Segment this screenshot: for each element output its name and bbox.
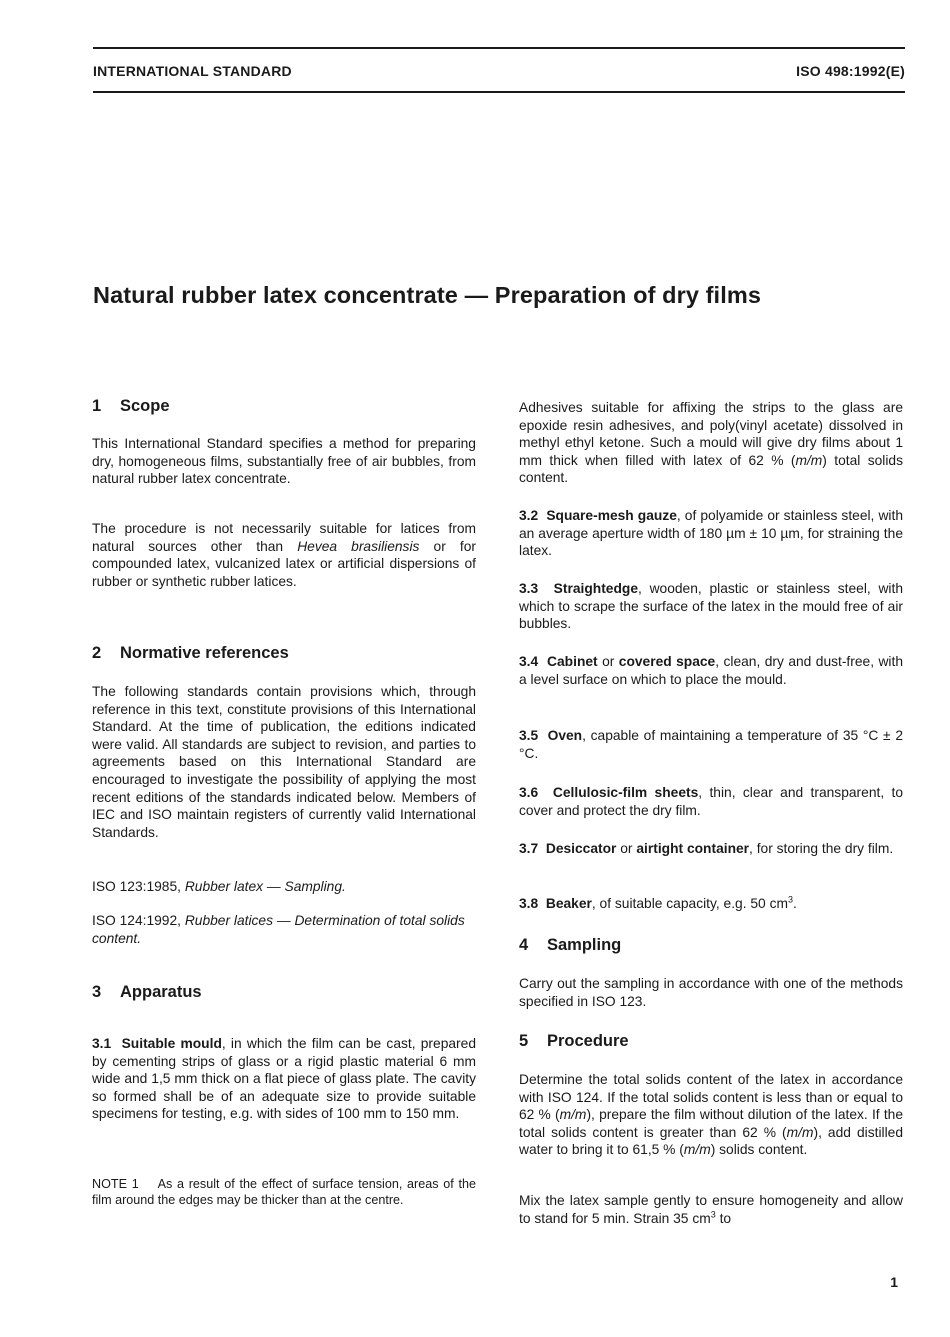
clause-number: 3.1 [92, 1036, 112, 1051]
reference-iso-123 [92, 878, 476, 896]
superscript: 3 [710, 1209, 716, 1219]
section-title: Scope [120, 397, 170, 415]
section-heading-apparatus [92, 984, 476, 1002]
section-heading-sampling [519, 937, 903, 955]
scope-paragraph-2 [92, 520, 476, 590]
reference-title: Rubber latices — Determination of total solids content. [92, 913, 465, 946]
clause-text: , of polyamide or stainless steel, with an average aperture width of 180 µm ± 10 µm, for straining the latex. [519, 508, 903, 559]
reference-title: Rubber latex — Sampling. [184, 879, 346, 894]
clause-3-3 [519, 580, 903, 633]
unit-italic: m/m [559, 1107, 587, 1123]
clause-term: airtight container [636, 841, 750, 856]
clause-number: 3.8 [519, 896, 539, 911]
section-number: 4 [519, 936, 529, 954]
section-heading-procedure [519, 1033, 903, 1051]
note-label: NOTE 1 [92, 1177, 139, 1191]
clause-term: Desiccator [545, 841, 617, 856]
section-title: Procedure [547, 1032, 629, 1050]
text-span: or [616, 841, 637, 856]
reference-iso-124 [92, 912, 476, 947]
text-span: ), add distilled water to bring it to 61,5 % ( [519, 1124, 903, 1158]
superscript: 3 [787, 894, 793, 905]
clause-text: , clean, dry and dust-free, with a level surface on which to place the mould. [519, 654, 904, 687]
clause-3-5 [519, 727, 903, 762]
document-number: ISO 498:1992(E) [796, 63, 905, 79]
text-span: ) total solids content. [519, 452, 903, 486]
header-bottom-rule [93, 91, 905, 93]
note-text: As a result of the effect of surface tension, areas of the film around the edges may be thicker than at the centre. [92, 1177, 476, 1207]
clause-term: covered space [618, 654, 716, 669]
clause-3-8 [519, 895, 903, 913]
reference-code: ISO 123:1985, [92, 879, 185, 894]
clause-3-6 [519, 784, 903, 819]
section-heading-scope [92, 398, 476, 416]
clause-text: , thin, clear and transparent, to cover and protect the dry film. [519, 785, 904, 818]
clause-number: 3.5 [519, 728, 539, 743]
unit-italic: m/m [786, 1124, 814, 1140]
text-span: or for compounded latex, vulcanized latex or artificial dispersions of rubber or synthetic rubber latices. [92, 538, 476, 589]
unit-italic: m/m [683, 1142, 711, 1158]
unit-italic: m/m [795, 452, 823, 468]
clause-3-4 [519, 653, 903, 688]
procedure-paragraph-2 [519, 1192, 903, 1227]
text-span: ) solids content. [710, 1142, 808, 1158]
text-span: or [597, 654, 619, 669]
clause-number: 3.7 [519, 841, 539, 856]
section-title: Normative references [120, 644, 289, 662]
reference-code: ISO 124:1992, [92, 913, 185, 928]
clause-number: 3.2 [519, 508, 539, 523]
text-span: Mix the latex sample gently to ensure homogeneity and allow to stand for 5 min. Strain 35 cm [519, 1193, 903, 1226]
note-1 [92, 1176, 476, 1208]
text-span: Adhesives suitable for affixing the strips to the glass are epoxide resin adhesives, and poly(vinyl acetate) dissolved in methyl ethyl ketone. Such a mould will give dry films about 1 mm thick when filled with latex of 62 % ( [519, 400, 903, 468]
clause-number: 3.4 [519, 654, 539, 669]
species-name: Hevea brasiliensis [297, 538, 420, 554]
text-span: . [792, 896, 797, 911]
section-number: 5 [519, 1032, 529, 1050]
clause-term: Oven [547, 728, 583, 743]
clause-term: Cellulosic-film sheets [552, 785, 699, 800]
section-title: Apparatus [120, 983, 202, 1001]
sampling-paragraph: Carry out the sampling in accordance with one of the methods specified in ISO 123. [519, 976, 903, 1009]
section-number: 3 [92, 983, 102, 1001]
text-span: to [715, 1210, 732, 1226]
text-span: ), prepare the film without dilution of the latex. If the total solids content is greater than 62 % ( [519, 1107, 903, 1140]
header-top-rule [93, 47, 905, 49]
section-heading-normative-references [92, 645, 476, 663]
clause-text: , capable of maintaining a temperature of 35 °C ± 2 °C. [519, 728, 903, 761]
clause-text: , wooden, plastic or stainless steel, with which to scrape the surface of the latex in the mould free of air bubbles. [519, 581, 903, 632]
clause-text: , for storing the dry film. [749, 841, 894, 856]
clause-number: 3.6 [519, 785, 539, 800]
clause-term: Beaker [545, 896, 592, 911]
procedure-paragraph-1 [519, 1071, 903, 1159]
scope-paragraph-1: This International Standard specifies a method for preparing dry, homogeneous films, substantially free of air bubbles, from natural rubber latex concentrate. [92, 436, 476, 487]
section-number: 1 [92, 397, 102, 415]
page-title: Natural rubber latex concentrate — Preparation of dry films [93, 282, 761, 308]
clause-3-1 [92, 1035, 476, 1123]
adhesives-paragraph [519, 399, 903, 487]
text-span: Determine the total solids content of the latex in accordance with ISO 124. If the total solids content is less than or equal to 62 % ( [519, 1072, 903, 1123]
page-number: 1 [890, 1274, 898, 1290]
normative-paragraph: The following standards contain provisions which, through reference in this text, constitute provisions of this International Standard. At the time of publication, the editions indicated were valid. All standards are subject to revision, and parties to agreements based on this International Standard are encouraged to investigate the possibility of applying the most recent editions of the standards indicated below. Members of IEC and ISO maintain registers of currently valid International Standards. [92, 684, 476, 840]
clause-term: Suitable mould [121, 1036, 222, 1051]
document-type: INTERNATIONAL STANDARD [93, 63, 292, 79]
clause-text: , of suitable capacity, e.g. 50 cm [591, 896, 788, 911]
clause-number: 3.3 [519, 581, 539, 596]
clause-term: Straightedge [553, 581, 638, 596]
text-span: The procedure is not necessarily suitable for latices from natural sources other than [92, 521, 476, 554]
section-number: 2 [92, 644, 102, 662]
clause-term: Square-mesh gauze [546, 508, 677, 523]
clause-3-2 [519, 507, 903, 560]
clause-text: , in which the film can be cast, prepared by cementing strips of glass or a rigid plastic material 6 mm wide and 1,5 mm thick on a flat piece of glass plate. The cavity so formed shall be of an adequate size to provide suitable specimens for testing, e.g. with sides of 100 mm to 150 mm. [92, 1036, 476, 1122]
clause-term: Cabinet [547, 654, 598, 669]
clause-3-7 [519, 840, 903, 858]
section-title: Sampling [547, 936, 622, 954]
